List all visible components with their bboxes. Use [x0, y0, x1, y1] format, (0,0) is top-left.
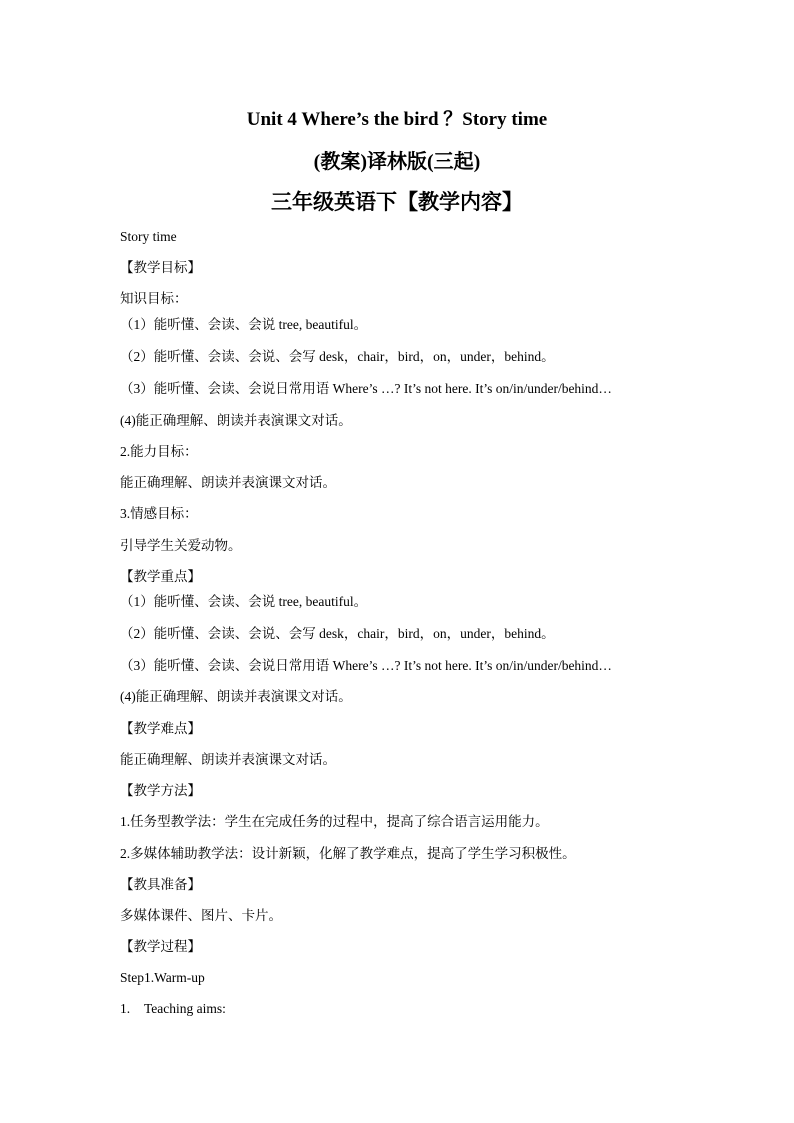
emotion-goals-label: 3.情感目标： — [120, 506, 198, 521]
method-item-2: 2.多媒体辅助教学法：设计新颖，化解了教学难点，提高了学生学习积极性。 — [120, 846, 576, 861]
ability-goals-text: 能正确理解、朗读并表演课文对话。 — [120, 475, 336, 490]
key-point-item-1: （1）能听懂、会读、会说 tree, beautiful。 — [120, 594, 368, 609]
document-title-line-3: 三年级英语下【教学内容】 — [271, 190, 523, 214]
document-title-line-1: Unit 4 Where’s the bird ？Story time — [246, 109, 548, 130]
key-point-item-3: （3）能听懂、会读、会说日常用语 Where’s …? It’s not here. It’s on/in/under/behind… — [120, 658, 612, 673]
heading-teaching-aids: 【教具准备】 — [120, 877, 201, 892]
document-title-line-2: (教案)译林版(三起) — [313, 151, 481, 173]
key-point-item-2: （2）能听懂、会读、会说、会写 desk，chair，bird，on，under，behind。 — [120, 626, 555, 641]
ability-goals-label: 2.能力目标： — [120, 444, 198, 459]
goal-item-4: (4)能正确理解、朗读并表演课文对话。 — [120, 413, 352, 428]
difficult-points-text: 能正确理解、朗读并表演课文对话。 — [120, 752, 336, 767]
goal-item-2: （2）能听懂、会读、会说、会写 desk，chair，bird，on，under，behind。 — [120, 349, 555, 364]
heading-key-points: 【教学重点】 — [120, 569, 201, 584]
teaching-aids-text: 多媒体课件、图片、卡片。 — [120, 908, 282, 923]
key-point-item-4: (4)能正确理解、朗读并表演课文对话。 — [120, 689, 352, 704]
section-story-time: Story time — [120, 229, 177, 244]
method-item-1: 1.任务型教学法：学生在完成任务的过程中，提高了综合语言运用能力。 — [120, 814, 549, 829]
heading-teaching-methods: 【教学方法】 — [120, 783, 201, 798]
emotion-goals-text: 引导学生关爱动物。 — [120, 538, 242, 553]
goal-item-1: （1）能听懂、会读、会说 tree, beautiful。 — [120, 317, 368, 332]
list-number-1: 1. — [120, 1001, 131, 1016]
teaching-aims-label: Teaching aims: — [144, 1001, 226, 1016]
knowledge-goals-label: 知识目标： — [120, 291, 188, 306]
heading-teaching-goals: 【教学目标】 — [120, 260, 201, 275]
heading-difficult-points: 【教学难点】 — [120, 721, 201, 736]
heading-teaching-process: 【教学过程】 — [120, 939, 201, 954]
goal-item-3: （3）能听懂、会读、会说日常用语 Where’s …? It’s not here. It’s on/in/under/behind… — [120, 381, 612, 396]
step-warm-up: Step1.Warm-up — [120, 970, 205, 985]
